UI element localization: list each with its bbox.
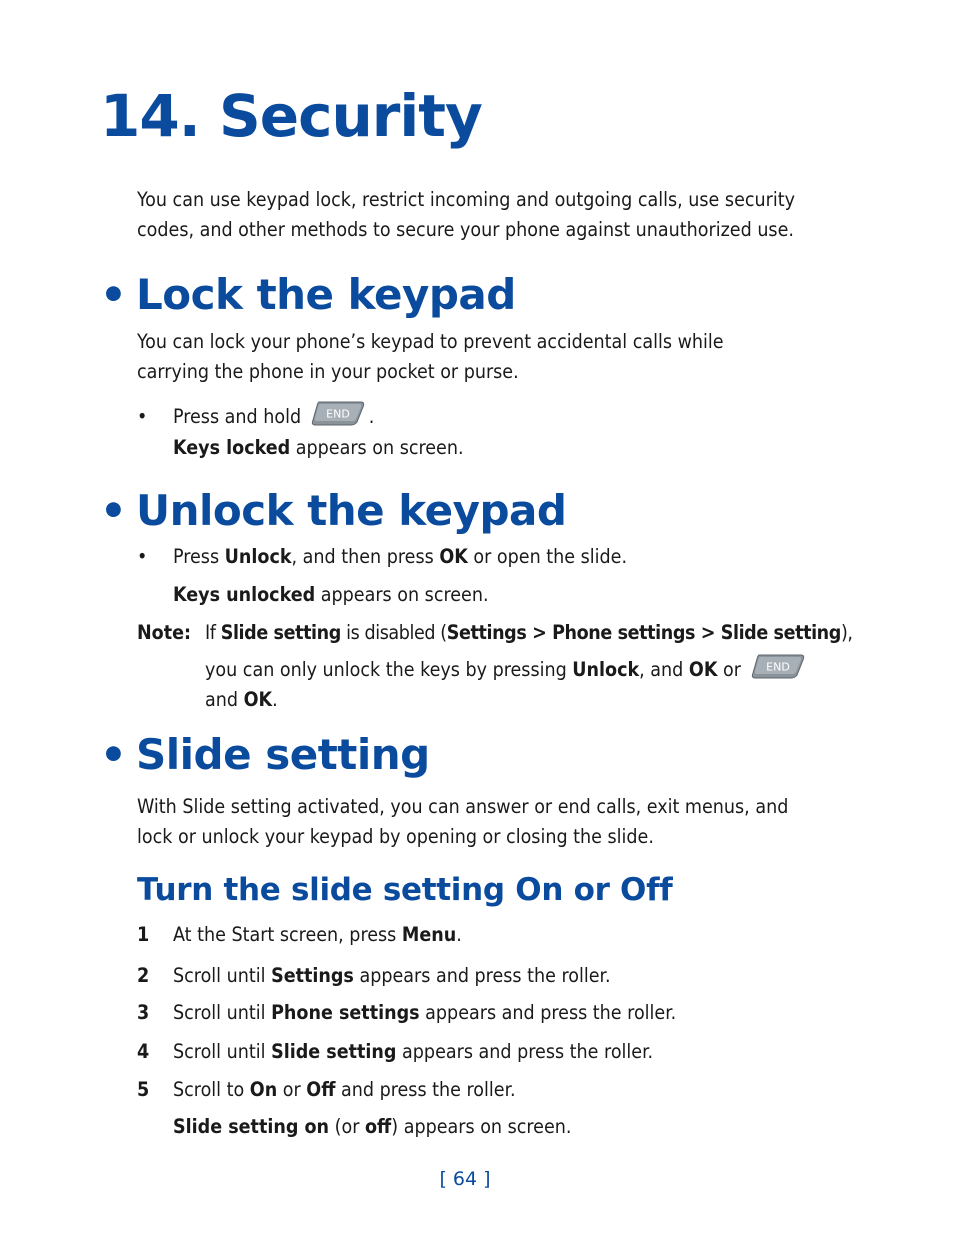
note-line: If Slide setting is disabled (Settings > Phone settings > Slide setting), <box>205 621 853 644</box>
note-body <box>205 618 853 715</box>
lock-result: Keys locked appears on screen. <box>173 436 464 459</box>
svg-text:END: END <box>325 407 350 421</box>
bullet-icon: • <box>100 486 127 535</box>
step-item: 4 Scroll until Slide setting appears and press the roller. <box>137 1040 654 1063</box>
end-key-icon <box>751 652 805 680</box>
step-item: 5 Scroll to On or Off and press the roller. <box>137 1078 516 1101</box>
unlock-step: • Press Unlock, and then press OK or open the slide. <box>137 542 627 572</box>
intro-line: codes, and other methods to secure your phone against unauthorized use. <box>137 218 794 241</box>
heading-text: Lock the keypad <box>136 270 516 319</box>
unlock-result: Keys unlocked appears on screen. <box>173 583 489 606</box>
step-text: Press and hold <box>173 405 302 428</box>
subheading: Turn the slide setting On or Off <box>137 872 673 908</box>
section-heading-unlock <box>100 486 566 535</box>
chapter-title-text: Security <box>218 82 482 150</box>
heading-text: Unlock the keypad <box>136 486 567 535</box>
intro-line: You can use keypad lock, restrict incoming and outgoing calls, use security <box>137 188 795 211</box>
svg-text:END: END <box>765 660 790 674</box>
bullet-icon: • <box>137 405 148 428</box>
paragraph-line: carrying the phone in your pocket or purse. <box>137 360 519 383</box>
bullet-icon: • <box>137 545 148 568</box>
slide-paragraph <box>137 792 788 852</box>
end-key-icon <box>311 399 365 427</box>
lock-step: • Press and hold END . <box>137 395 374 432</box>
paragraph-line: You can lock your phone’s keypad to prevent accidental calls while <box>137 330 724 353</box>
paragraph-line: lock or unlock your keypad by opening or closing the slide. <box>137 825 654 848</box>
note-label: Note: <box>137 621 192 644</box>
bullet-icon: • <box>100 730 127 779</box>
step-item: 3 Scroll until Phone settings appears and press the roller. <box>137 1001 677 1024</box>
note-line: and OK. <box>205 688 278 711</box>
heading-text: Slide setting <box>136 730 430 779</box>
note-line: you can only unlock the keys by pressing Unlock, and OK or END <box>205 648 853 685</box>
paragraph-line: With Slide setting activated, you can answer or end calls, exit menus, and <box>137 795 789 818</box>
lock-paragraph <box>137 327 724 387</box>
slide-result: Slide setting on (or off) appears on screen. <box>173 1115 572 1138</box>
bullet-icon: • <box>100 270 127 319</box>
section-heading-slide <box>100 730 430 779</box>
intro-paragraph <box>137 185 795 245</box>
section-heading-lock <box>100 270 516 319</box>
page-number: [ 64 ] <box>439 1168 491 1190</box>
chapter-title <box>100 82 482 150</box>
chapter-number: 14. <box>100 82 200 150</box>
step-item: 2 Scroll until Settings appears and press the roller. <box>137 964 611 987</box>
step-item: 1 At the Start screen, press Menu. <box>137 923 462 946</box>
